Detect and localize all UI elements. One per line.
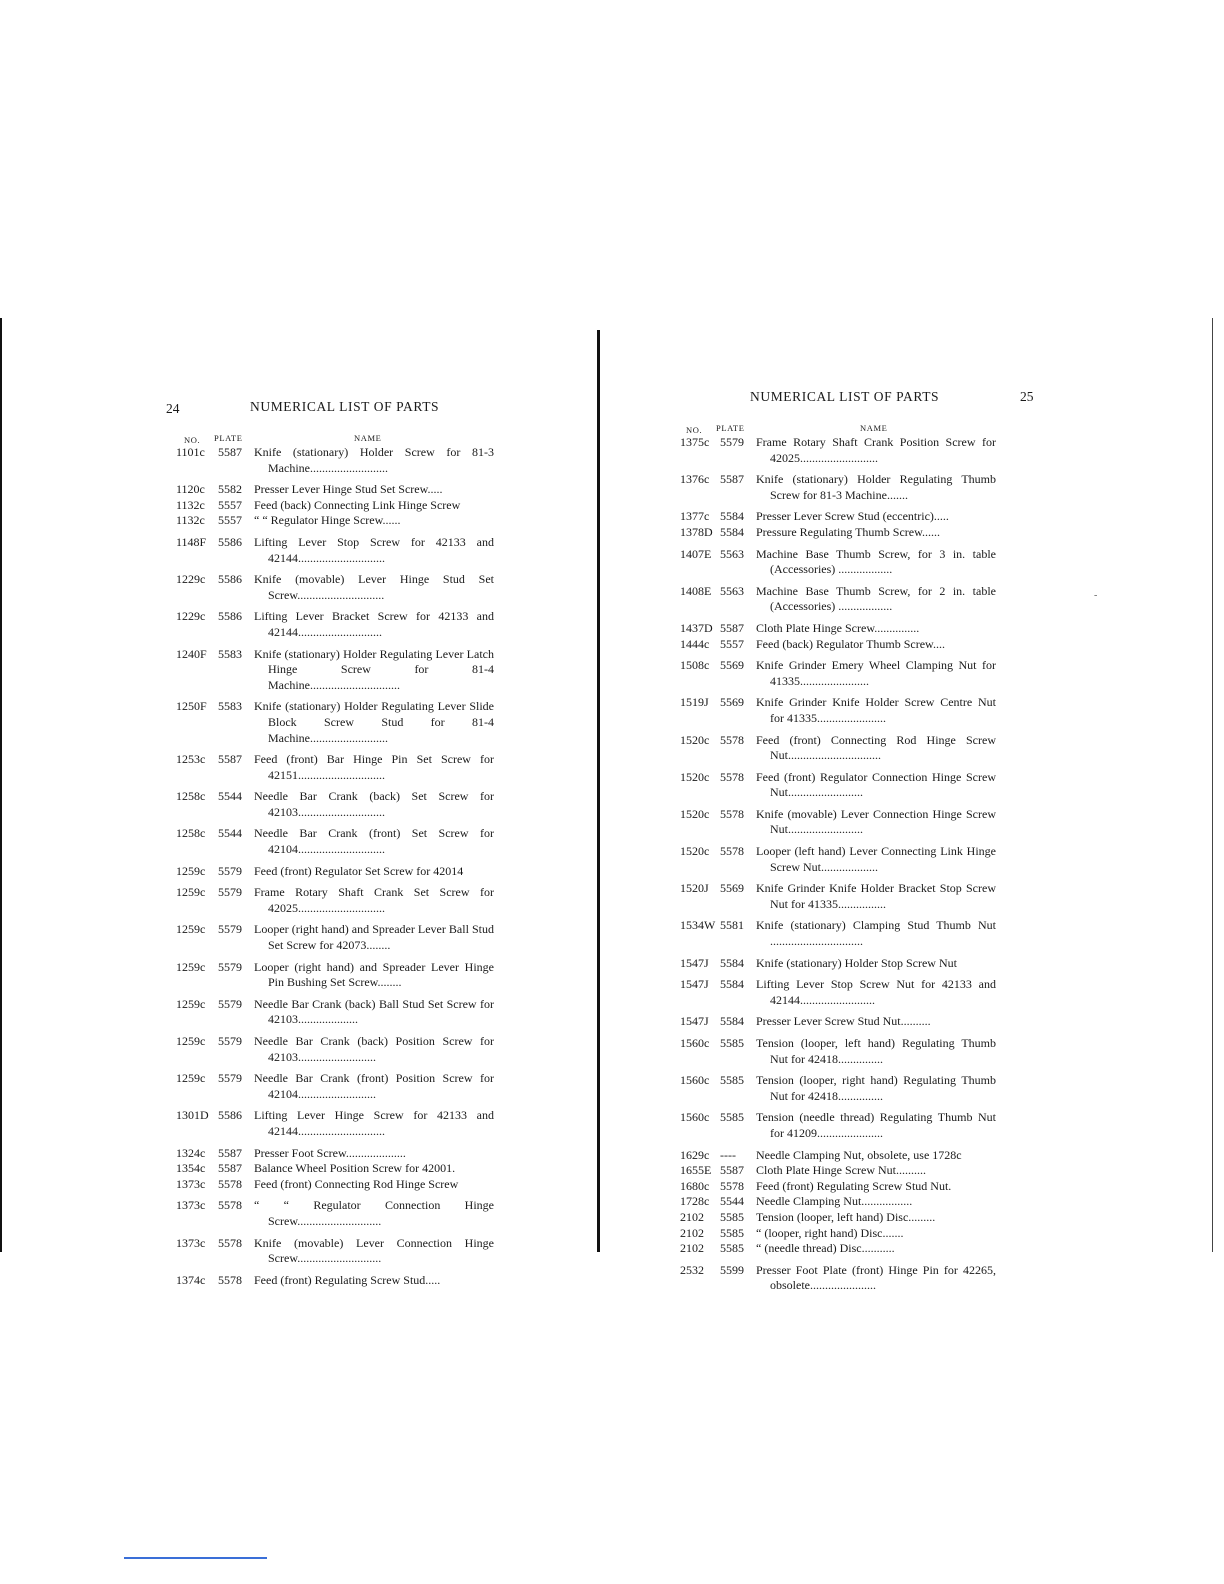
- plate-number: 5587: [218, 1145, 242, 1160]
- plate-number: 5584: [720, 509, 744, 524]
- list-item: [680, 977, 996, 1008]
- plate-number: 5587: [720, 620, 744, 635]
- part-name: Looper (right hand) and Spreader Lever Hinge Pin Bushing Set Screw........: [254, 959, 494, 990]
- plate-number: 5584: [720, 524, 744, 539]
- list-item: [176, 885, 494, 916]
- part-name: Needle Bar Crank (front) Set Screw for 42104.............................: [254, 826, 494, 857]
- list-item: [680, 1226, 996, 1242]
- page-title: NUMERICAL LIST OF PARTS: [750, 389, 940, 404]
- part-name: Knife (stationary) Clamping Stud Thumb Nut ...............................: [756, 918, 996, 949]
- plate-number: 5586: [218, 534, 242, 549]
- plate-number: 5585: [720, 1110, 744, 1125]
- plate-number: 5557: [720, 636, 744, 651]
- part-number: 1437D: [680, 620, 713, 635]
- part-number: 1101c: [176, 445, 205, 459]
- plate-number: 5585: [720, 1073, 744, 1088]
- part-number: 1259c: [176, 885, 206, 900]
- part-name: “ “ Regulator Connection Hinge Screw............................: [254, 1198, 494, 1228]
- plate-number: 5578: [218, 1198, 242, 1213]
- plate-number: 5569: [720, 881, 744, 896]
- part-number: 1508c: [680, 658, 710, 673]
- plate-number: 5544: [218, 826, 242, 841]
- part-name: Lifting Lever Stop Screw for 42133 and 42144.............................: [254, 534, 494, 565]
- part-name: Presser Foot Screw....................: [254, 1145, 406, 1160]
- part-number: 1373c: [176, 1198, 206, 1213]
- part-name: Cloth Plate Hinge Screw...............: [756, 620, 920, 635]
- part-name: Presser Lever Screw Stud (eccentric).....: [756, 509, 949, 524]
- part-name: Knife (movable) Lever Connection Hinge Screw............................: [254, 1235, 494, 1266]
- list-item: [680, 1163, 996, 1179]
- list-item: [680, 881, 996, 912]
- page-number: 24: [166, 401, 180, 416]
- list-item: [176, 513, 494, 529]
- part-number: 1407E: [680, 546, 712, 561]
- col-plate-header: PLATE: [214, 433, 243, 443]
- list-item: [680, 525, 996, 541]
- part-number: 2532: [680, 1262, 704, 1277]
- col-name-header: NAME: [860, 423, 888, 433]
- list-item: [176, 1273, 494, 1289]
- part-number: 1680c: [680, 1178, 710, 1193]
- list-item: [176, 752, 494, 783]
- plate-number: 5578: [218, 1176, 242, 1191]
- plate-number: 5578: [720, 769, 744, 784]
- part-number: 1547J: [680, 977, 709, 992]
- list-item: [680, 1241, 996, 1257]
- list-item: [680, 1179, 996, 1195]
- part-number: 1259c: [176, 959, 206, 974]
- plate-number: 5578: [218, 1235, 242, 1250]
- plate-number: 5586: [218, 1108, 242, 1123]
- part-name: Feed (back) Regulator Thumb Screw....: [756, 636, 945, 651]
- list-item: [176, 789, 494, 820]
- list-item: [176, 997, 494, 1028]
- part-name: Feed (front) Bar Hinge Pin Set Screw for 42151.............................: [254, 752, 494, 782]
- part-name: Feed (front) Regulator Connection Hinge Screw Nut.........................: [756, 769, 996, 800]
- plate-number: 5579: [218, 885, 242, 900]
- list-item: [680, 547, 996, 578]
- part-number: 1547J: [680, 1014, 709, 1029]
- plate-number: 5579: [218, 1071, 242, 1086]
- plate-number: 5586: [218, 609, 242, 624]
- part-number: 1376c: [680, 472, 710, 487]
- list-item: [176, 647, 494, 694]
- list-item: [680, 844, 996, 875]
- plate-number: 5585: [720, 1209, 744, 1224]
- page-number: 25: [1020, 389, 1034, 404]
- part-number: 1259c: [176, 996, 206, 1011]
- part-name: Needle Bar Crank (front) Position Screw for 42104..........................: [254, 1071, 494, 1101]
- part-name: Needle Bar Crank (back) Set Screw for 42103.............................: [254, 789, 494, 819]
- part-number: 2102: [680, 1241, 704, 1256]
- part-name: Knife (movable) Lever Hinge Stud Set Screw.............................: [254, 572, 494, 602]
- part-number: 1520c: [680, 806, 710, 821]
- part-name: Feed (front) Connecting Rod Hinge Screw Nut...............................: [756, 732, 996, 763]
- part-number: 1253c: [176, 752, 206, 767]
- part-name: Knife (stationary) Holder Stop Screw Nut: [756, 955, 957, 970]
- part-name: Knife (movable) Lever Connection Hinge Screw Nut.........................: [756, 806, 996, 837]
- part-number: 2102: [680, 1225, 704, 1240]
- part-name: Needle Bar Crank (back) Position Screw for 42103..........................: [254, 1034, 494, 1064]
- part-number: 1229c: [176, 609, 206, 624]
- part-number: 1132c: [176, 513, 205, 528]
- part-name: Needle Clamping Nut.................: [756, 1194, 913, 1209]
- part-number: 1324c: [176, 1145, 206, 1160]
- part-name: Knife (stationary) Holder Regulating Lever Latch Hinge Screw for 81-4 Machine..............................: [254, 646, 494, 692]
- plate-number: 5578: [720, 732, 744, 747]
- list-item: [680, 918, 996, 949]
- plate-number: 5569: [720, 695, 744, 710]
- part-name: Cloth Plate Hinge Screw Nut..........: [756, 1163, 926, 1178]
- list-item: [176, 1146, 494, 1162]
- list-item: [680, 1148, 996, 1164]
- plate-number: 5587: [720, 472, 744, 487]
- part-name: Frame Rotary Shaft Crank Position Screw for 42025..........................: [756, 435, 996, 465]
- part-name: Needle Clamping Nut, obsolete, use 1728c: [756, 1147, 962, 1162]
- part-name: Knife (stationary) Holder Regulating Thumb Screw for 81-3 Machine.......: [756, 472, 996, 502]
- plate-number: 5587: [218, 445, 242, 459]
- part-name: “ “ Regulator Hinge Screw......: [254, 513, 401, 528]
- part-name: Lifting Lever Bracket Screw for 42133 and 42144............................: [254, 609, 494, 639]
- list-item: [176, 1177, 494, 1193]
- part-name: Tension (looper, right hand) Regulating Thumb Nut for 42418...............: [756, 1073, 996, 1103]
- plate-number: 5578: [720, 844, 744, 859]
- part-number: 1301D: [176, 1108, 209, 1123]
- right-edge-line: [1212, 318, 1213, 1252]
- plate-number: 5585: [720, 1225, 744, 1240]
- list-item: [176, 922, 494, 953]
- part-number: 2102: [680, 1209, 704, 1224]
- part-number: 1240F: [176, 646, 207, 661]
- part-number: 1259c: [176, 922, 206, 937]
- part-name: Knife (stationary) Holder Screw for 81-3 Machine..........................: [254, 445, 494, 475]
- plate-number: 5582: [218, 482, 242, 497]
- list-item: [680, 1210, 996, 1226]
- part-name: Presser Foot Plate (front) Hinge Pin for 42265, obsolete......................: [756, 1262, 996, 1293]
- list-item: [680, 770, 996, 801]
- col-plate-header: PLATE: [716, 423, 745, 433]
- part-name: Needle Bar Crank (back) Ball Stud Set Screw for 42103....................: [254, 996, 494, 1027]
- part-name: Tension (looper, left hand) Regulating Thumb Nut for 42418...............: [756, 1036, 996, 1066]
- part-number: 1258c: [176, 789, 206, 804]
- part-name: Machine Base Thumb Screw, for 3 in. table (Accessories) ..................: [756, 546, 996, 577]
- list-item: [680, 807, 996, 838]
- list-item: [176, 699, 494, 746]
- part-name: Tension (needle thread) Regulating Thumb Nut for 41209......................: [756, 1110, 996, 1140]
- part-name: Feed (front) Regulator Set Screw for 42014: [254, 863, 464, 878]
- part-number: 1132c: [176, 497, 205, 512]
- part-name: Knife Grinder Emery Wheel Clamping Nut for 41335.......................: [756, 658, 996, 688]
- page-title: NUMERICAL LIST OF PARTS: [250, 399, 440, 414]
- list-item: [680, 509, 996, 525]
- col-no-header: NO.: [686, 425, 703, 435]
- list-item: [680, 435, 996, 466]
- part-name: Pressure Regulating Thumb Screw......: [756, 524, 940, 539]
- part-name: Lifting Lever Hinge Screw for 42133 and 42144.............................: [254, 1108, 494, 1138]
- gutter-line: [597, 330, 600, 1252]
- plate-number: 5584: [720, 977, 744, 992]
- plate-number: 5579: [218, 996, 242, 1011]
- list-item: [680, 584, 996, 615]
- part-number: 1534W: [680, 918, 716, 933]
- bottom-link-underline: [124, 1557, 267, 1559]
- part-number: 1373c: [176, 1235, 206, 1250]
- plate-number: 5584: [720, 955, 744, 970]
- part-name: “ (needle thread) Disc...........: [756, 1241, 895, 1256]
- plate-number: 5585: [720, 1036, 744, 1050]
- plate-number: ----: [720, 1147, 736, 1162]
- list-item: [176, 1161, 494, 1177]
- plate-number: 5569: [720, 658, 744, 673]
- list-item: [680, 637, 996, 653]
- list-item: [680, 1263, 996, 1294]
- part-number: 1120c: [176, 482, 205, 497]
- part-number: 1258c: [176, 826, 206, 841]
- list-item: [176, 960, 494, 991]
- part-name: Feed (front) Regulating Screw Stud.....: [254, 1272, 441, 1287]
- plate-number: 5579: [720, 435, 744, 449]
- part-number: 1373c: [176, 1176, 206, 1191]
- part-number: 1375c: [680, 435, 710, 449]
- part-name: Looper (right hand) and Spreader Lever Ball Stud Set Screw for 42073........: [254, 922, 494, 953]
- part-name: Tension (looper, left hand) Disc.........: [756, 1209, 936, 1224]
- list-item: [680, 621, 996, 637]
- list-item: [680, 733, 996, 764]
- list-item: [176, 1108, 494, 1139]
- plate-number: 5579: [218, 1034, 242, 1048]
- margin-mark: -: [1094, 590, 1098, 601]
- part-number: 1547J: [680, 955, 709, 970]
- part-number: 1560c: [680, 1073, 710, 1088]
- part-name: Frame Rotary Shaft Crank Set Screw for 42025.............................: [254, 885, 494, 915]
- list-item: [176, 445, 494, 476]
- plate-number: 5583: [218, 646, 242, 661]
- part-number: 1520c: [680, 732, 710, 747]
- plate-number: 5587: [218, 1161, 242, 1176]
- part-number: 1378D: [680, 524, 713, 539]
- part-number: 1519J: [680, 695, 709, 710]
- list-item: [680, 1110, 996, 1141]
- list-item: [176, 1071, 494, 1102]
- plate-number: 5583: [218, 699, 242, 714]
- list-item: [176, 1236, 494, 1267]
- list-item: [680, 658, 996, 689]
- plate-number: 5557: [218, 497, 242, 512]
- plate-number: 5579: [218, 863, 242, 878]
- part-name: “ (looper, right hand) Disc.......: [756, 1225, 904, 1240]
- part-number: 1560c: [680, 1036, 710, 1050]
- part-name: Presser Lever Hinge Stud Set Screw.....: [254, 482, 443, 497]
- col-no-header: NO.: [184, 435, 201, 445]
- plate-number: 5578: [218, 1272, 242, 1287]
- list-item: [176, 498, 494, 514]
- plate-number: 5579: [218, 922, 242, 937]
- list-item: [176, 482, 494, 498]
- list-item: [176, 826, 494, 857]
- part-number: 1374c: [176, 1272, 206, 1287]
- part-number: 1408E: [680, 583, 712, 598]
- part-name: Knife Grinder Knife Holder Bracket Stop Screw Nut for 41335................: [756, 881, 996, 911]
- part-name: Presser Lever Screw Stud Nut..........: [756, 1014, 931, 1029]
- plate-number: 5579: [218, 959, 242, 974]
- plate-number: 5599: [720, 1262, 744, 1277]
- part-number: 1354c: [176, 1161, 206, 1176]
- plate-number: 5557: [218, 513, 242, 528]
- list-item: [680, 1036, 996, 1067]
- part-number: 1444c: [680, 636, 710, 651]
- list-item: [680, 1014, 996, 1030]
- part-name: Knife (stationary) Holder Regulating Lever Slide Block Screw Stud for 81-4 Machine..........................: [254, 699, 494, 745]
- part-number: 1655E: [680, 1163, 712, 1178]
- plate-number: 5587: [218, 752, 242, 767]
- part-name: Looper (left hand) Lever Connecting Link Hinge Screw Nut...................: [756, 844, 996, 874]
- plate-number: 5581: [720, 918, 744, 933]
- part-number: 1728c: [680, 1194, 710, 1209]
- part-number: 1377c: [680, 509, 710, 524]
- part-number: 1250F: [176, 699, 207, 714]
- right-entry-list: [680, 435, 996, 1294]
- part-number: 1259c: [176, 863, 206, 878]
- part-number: 1259c: [176, 1034, 206, 1048]
- list-item: [680, 1073, 996, 1104]
- list-item: [680, 956, 996, 972]
- list-item: [680, 695, 996, 726]
- left-entry-list: [176, 445, 494, 1288]
- list-item: [176, 535, 494, 566]
- part-name: Feed (front) Connecting Rod Hinge Screw: [254, 1176, 459, 1191]
- plate-number: 5563: [720, 583, 744, 598]
- list-item: [680, 472, 996, 503]
- part-number: 1560c: [680, 1110, 710, 1125]
- list-item: [176, 609, 494, 640]
- part-name: Balance Wheel Position Screw for 42001.: [254, 1161, 456, 1176]
- part-name: Knife Grinder Knife Holder Screw Centre Nut for 41335.......................: [756, 695, 996, 725]
- list-item: [176, 572, 494, 603]
- part-number: 1520c: [680, 844, 710, 859]
- left-edge-line: [0, 318, 2, 1252]
- part-number: 1259c: [176, 1071, 206, 1086]
- list-item: [176, 864, 494, 880]
- plate-number: 5584: [720, 1014, 744, 1029]
- part-name: Lifting Lever Stop Screw Nut for 42133 and 42144.........................: [756, 977, 996, 1007]
- list-item: [680, 1194, 996, 1210]
- plate-number: 5586: [218, 572, 242, 587]
- part-number: 1520c: [680, 769, 710, 784]
- part-number: 1629c: [680, 1147, 710, 1162]
- list-item: [176, 1034, 494, 1065]
- plate-number: 5563: [720, 546, 744, 561]
- plate-number: 5544: [218, 789, 242, 804]
- col-name-header: NAME: [354, 433, 382, 443]
- plate-number: 5544: [720, 1194, 744, 1209]
- part-number: 1520J: [680, 881, 709, 896]
- list-item: [176, 1198, 494, 1229]
- plate-number: 5578: [720, 806, 744, 821]
- plate-number: 5585: [720, 1241, 744, 1256]
- part-number: 1229c: [176, 572, 206, 587]
- part-name: Feed (back) Connecting Link Hinge Screw: [254, 497, 461, 512]
- part-name: Feed (front) Regulating Screw Stud Nut.: [756, 1178, 952, 1193]
- part-number: 1148F: [176, 534, 207, 549]
- plate-number: 5578: [720, 1178, 744, 1193]
- part-name: Machine Base Thumb Screw, for 2 in. table (Accessories) ..................: [756, 583, 996, 614]
- plate-number: 5587: [720, 1163, 744, 1178]
